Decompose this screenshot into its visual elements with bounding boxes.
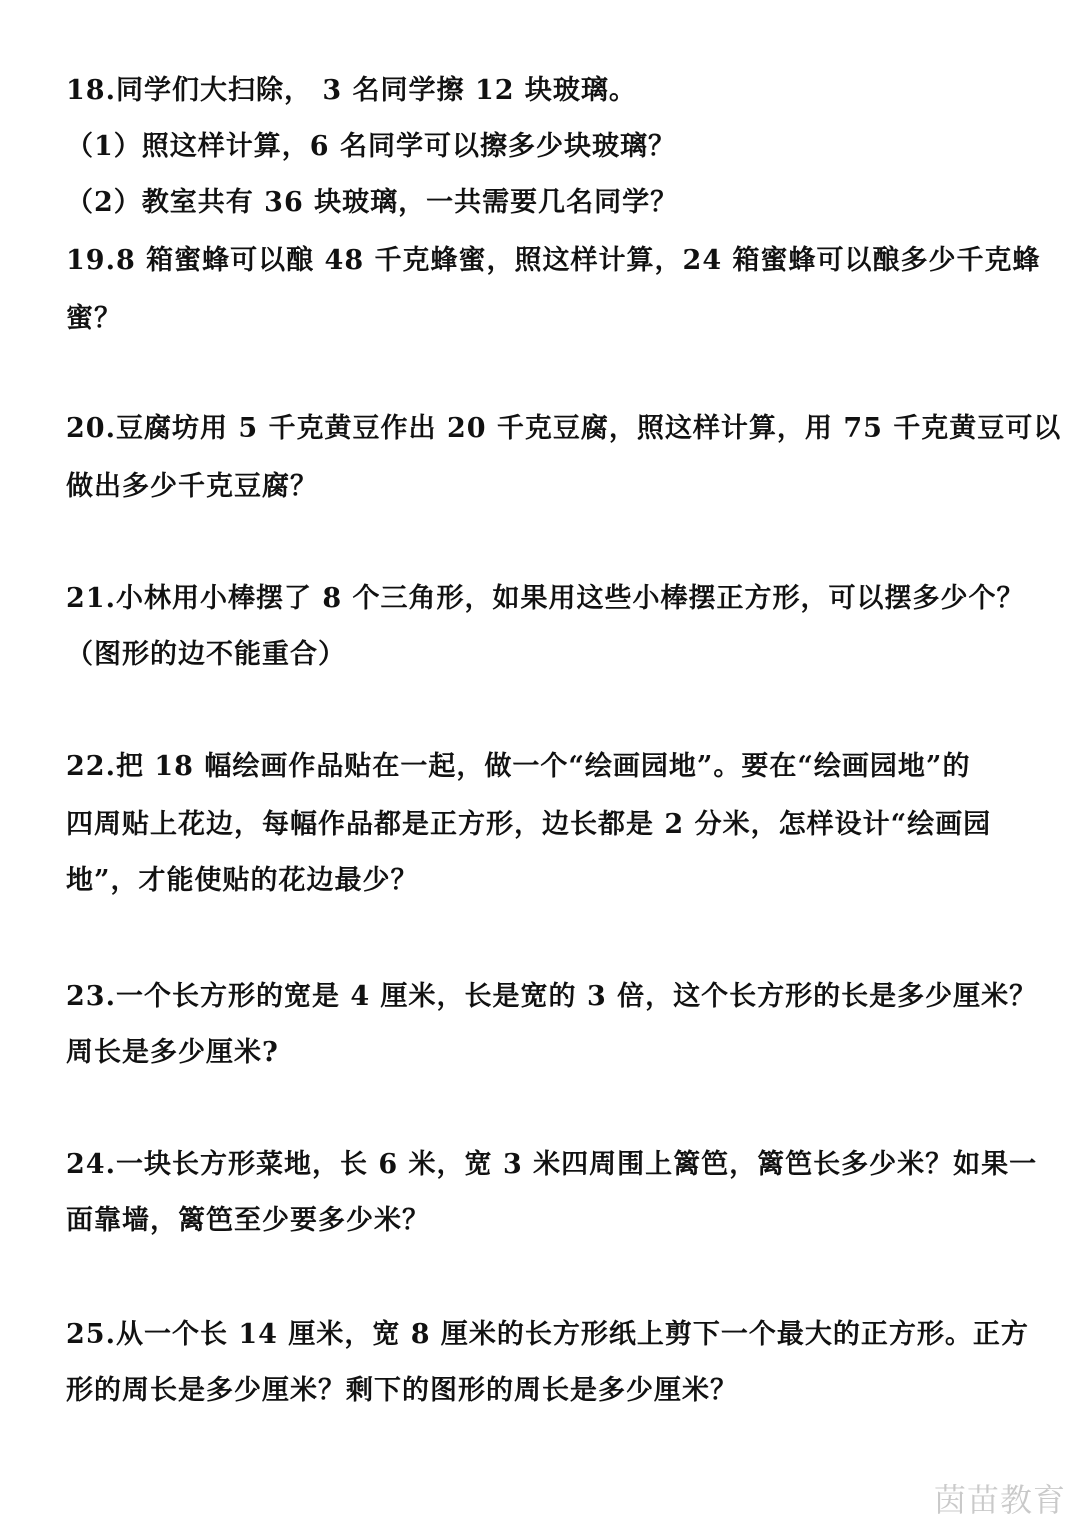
question-21-line-2: （图形的边不能重合） (66, 639, 346, 670)
question-25-line-1: 25.从一个长 14 厘米，宽 8 厘米的长方形纸上剪下一个最大的正方形。正方 (66, 1319, 1029, 1350)
question-19-line-1: 19.8 箱蜜蜂可以酿 48 千克蜂蜜，照这样计算，24 箱蜜蜂可以酿多少千克蜂 (66, 245, 1041, 276)
question-24-line-2: 面靠墙，篱笆至少要多少米？ (66, 1205, 430, 1236)
question-25-line-2: 形的周长是多少厘米？剩下的图形的周长是多少厘米？ (66, 1375, 738, 1406)
question-20-line-2: 做出多少千克豆腐？ (66, 471, 318, 502)
question-23-line-2: 周长是多少厘米? (66, 1037, 279, 1068)
question-18-line-2: （1）照这样计算，6 名同学可以擦多少块玻璃？ (66, 131, 676, 162)
watermark: 茵苗教育 (933, 1481, 1066, 1519)
question-22-line-1: 22.把 18 幅绘画作品贴在一起，做一个“绘画园地”。要在“绘画园地”的 (66, 751, 971, 782)
question-21-line-1: 21.小林用小棒摆了 8 个三角形，如果用这些小棒摆正方形，可以摆多少个？ (66, 583, 1025, 614)
question-23-line-1: 23.一个长方形的宽是 4 厘米，长是宽的 3 倍，这个长方形的长是多少厘米？ (66, 981, 1038, 1012)
question-22-line-2: 四周贴上花边，每幅作品都是正方形，边长都是 2 分米，怎样设计“绘画园 (66, 809, 992, 840)
question-24-line-1: 24.一块长方形菜地，长 6 米，宽 3 米四周围上篱笆，篱笆长多少米？如果一 (66, 1149, 1038, 1180)
question-19-line-2: 蜜？ (66, 303, 122, 334)
question-18-line-1: 18.同学们大扫除， 3 名同学擦 12 块玻璃。 (66, 75, 637, 106)
question-20-line-1: 20.豆腐坊用 5 千克黄豆作出 20 千克豆腐，照这样计算，用 75 千克黄豆可以 (66, 413, 1062, 444)
question-18-line-3: （2）教室共有 36 块玻璃，一共需要几名同学？ (66, 187, 679, 218)
question-22-line-3: 地”，才能使贴的花边最少？ (66, 865, 419, 896)
